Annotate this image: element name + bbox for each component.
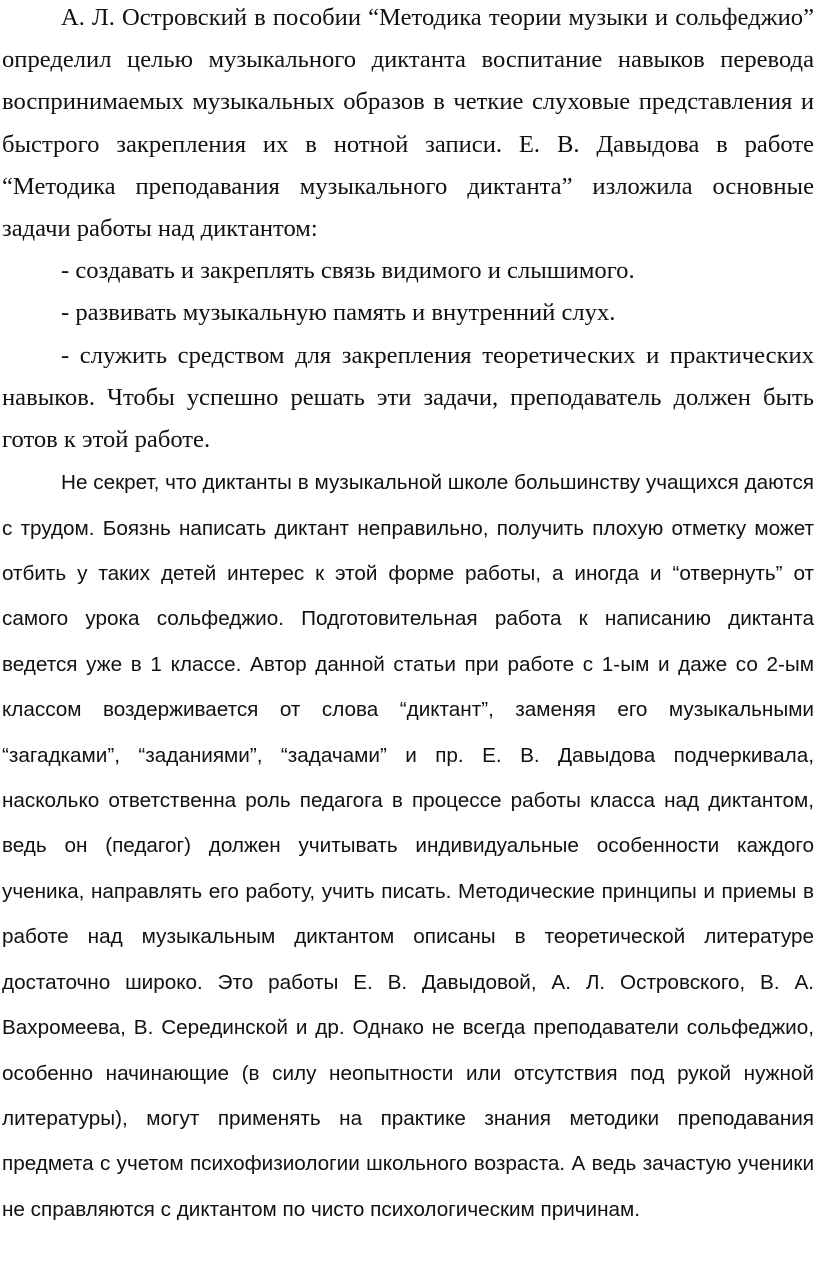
- task-item-3: - служить средством для закрепления теоретических и практических навыков. Чтобы успешно решать эти задачи, преподаватель должен быть готов к этой работе.: [2, 341, 814, 454]
- task-item-2: - развивать музыкальную память и внутренний слух.: [61, 299, 616, 327]
- paragraph-ostrovsky: А. Л. Островский в пособии “Методика теории музыки и сольфеджио” определил целью музыкального диктанта воспитание навыков перевода воспринимаемых музыкальных образов в четкие слуховые представления и быстрого закрепления их в нотной записи. Е. В. Давыдова в работе “Методика преподавания музыкального диктанта” изложила основные задачи работы над диктантом:: [2, 4, 814, 243]
- intro-section: [2, 0, 814, 461]
- paragraph-dictation-difficulty: Не секрет, что диктанты в музыкальной школе большинству учащихся даются с трудом. Боязнь написать диктант неправильно, получить плохую отметку может отбить у таких детей интерес к этой форме работы, а иногда и “отвернуть” от самого урока сольфеджио. Подготовительная работа к написанию диктанта ведется уже в 1 классе. Автор данной статьи при работе с 1-ым и даже со 2-ым классом воздерживается от слова “диктант”, заменяя его музыкальными “загадками”, “заданиями”, “задачами” и пр. Е. В. Давыдова подчеркивала, насколько ответственна роль педагога в процессе работы класса над диктантом, ведь он (педагог) должен учитывать индивидуальные особенности каждого ученика, направлять его работу, учить писать. Методические принципы и приемы в работе над музыкальным диктантом описаны в теоретической литературе достаточно широко. Это работы Е. В. Давыдовой, А. Л. Островского, В. А. Вахромеева, В. Серединской и др. Однако не всегда преподаватели сольфеджио, особенно начинающие (в силу неопытности или отсутствия под рукой нужной литературы), могут применять на практике знания методики преподавания предмета с учетом психофизиологии школьного возраста. А ведь зачастую ученики не справляются с диктантом по чисто психологическим причинам.: [2, 471, 814, 1221]
- main-section: [2, 460, 814, 1232]
- task-item-1: - создавать и закреплять связь видимого и слышимого.: [61, 257, 635, 285]
